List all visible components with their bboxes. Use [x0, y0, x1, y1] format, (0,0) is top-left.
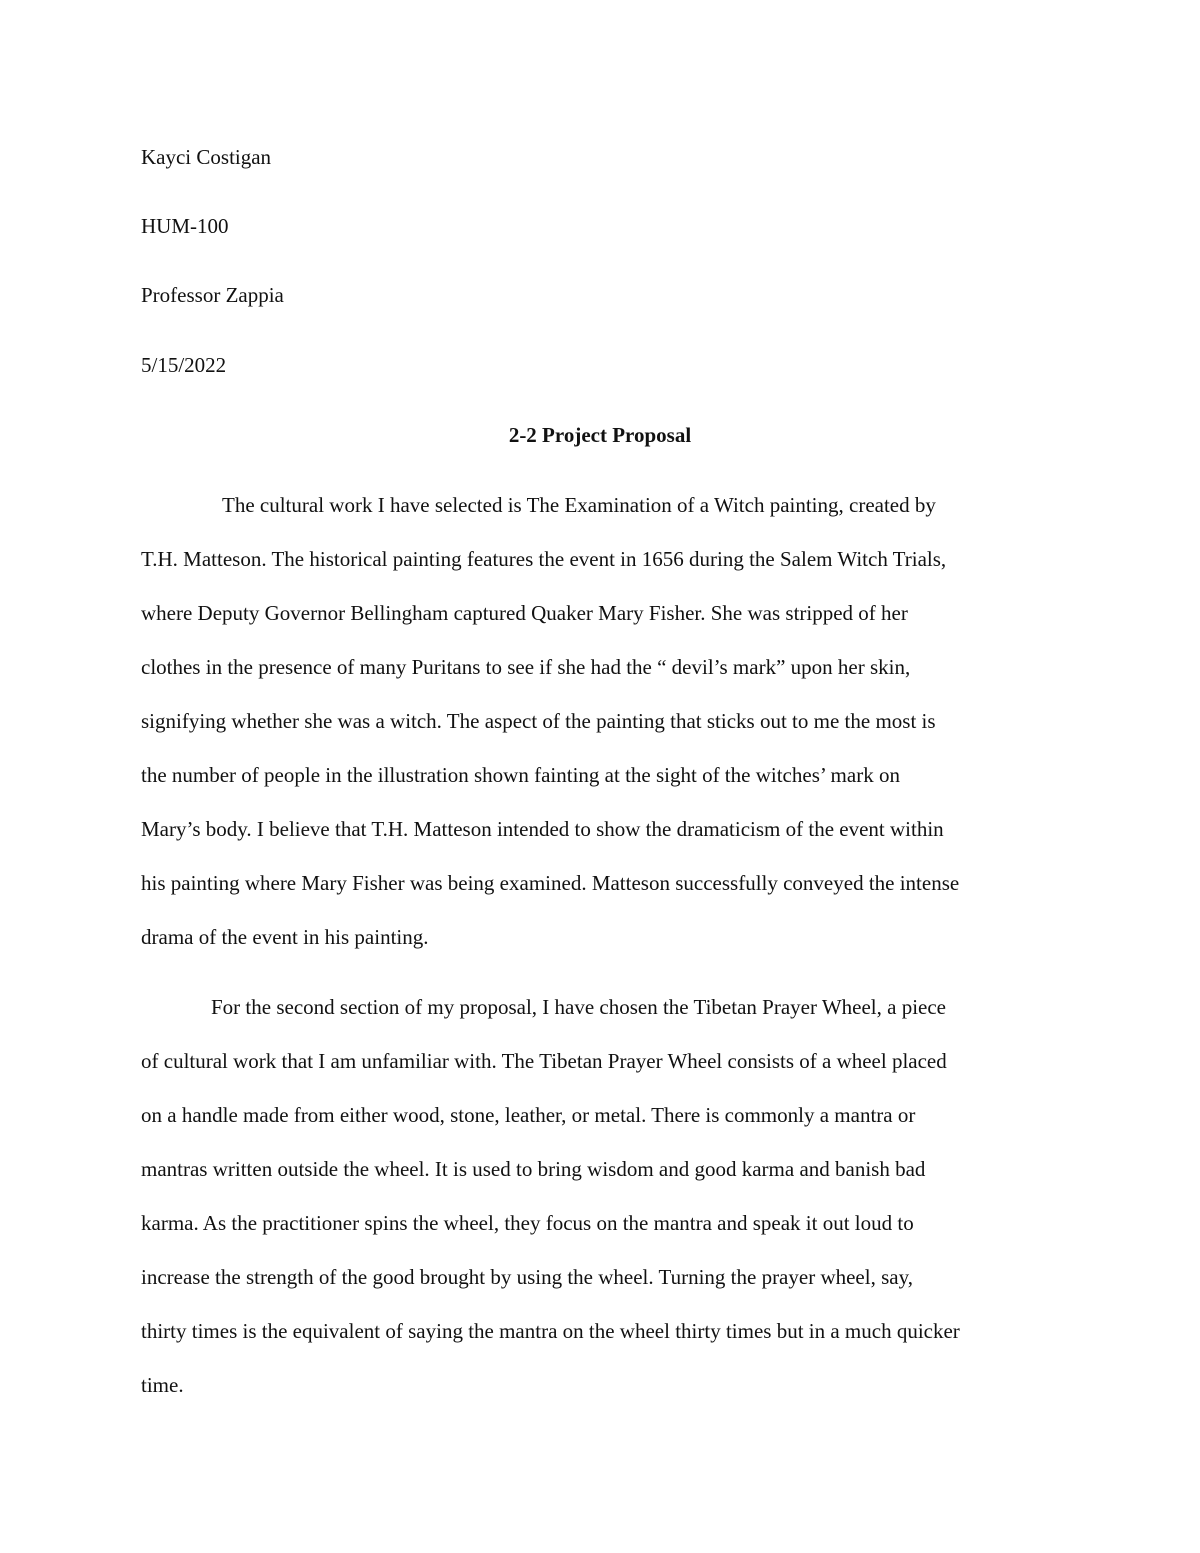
document-date: 5/15/2022	[141, 353, 227, 377]
author-name: Kayci Costigan	[141, 145, 272, 169]
paragraph-line: T.H. Matteson. The historical painting features the event in 1656 during the Salem Witch Trials,	[141, 547, 947, 571]
professor-name: Professor Zappia	[141, 283, 284, 307]
paragraph-line: on a handle made from either wood, stone, leather, or metal. There is commonly a mantra or	[141, 1103, 916, 1127]
paragraph-line: increase the strength of the good brought by using the wheel. Turning the prayer wheel, say,	[141, 1265, 913, 1289]
paragraph-line: signifying whether she was a witch. The aspect of the painting that sticks out to me the most is	[141, 709, 936, 733]
paragraph-line: karma. As the practitioner spins the wheel, they focus on the mantra and speak it out loud to	[141, 1211, 914, 1235]
paragraph-line: time.	[141, 1373, 184, 1397]
paragraph-line: the number of people in the illustration shown fainting at the sight of the witches’ mark on	[141, 763, 900, 787]
course-code: HUM-100	[141, 214, 229, 238]
paragraph-line: his painting where Mary Fisher was being examined. Matteson successfully conveyed the intense	[141, 871, 960, 895]
paragraph-line: For the second section of my proposal, I have chosen the Tibetan Prayer Wheel, a piece	[211, 995, 946, 1019]
document-title: 2-2 Project Proposal	[508, 423, 692, 447]
paragraph-line: where Deputy Governor Bellingham captured Quaker Mary Fisher. She was stripped of her	[141, 601, 908, 625]
paragraph-line: clothes in the presence of many Puritans to see if she had the “ devil’s mark” upon her skin,	[141, 655, 911, 679]
paragraph-line: The cultural work I have selected is The Examination of a Witch painting, created by	[222, 493, 936, 517]
paragraph-line: Mary’s body. I believe that T.H. Matteson intended to show the dramaticism of the event within	[141, 817, 944, 841]
paragraph-line: mantras written outside the wheel. It is used to bring wisdom and good karma and banish bad	[141, 1157, 926, 1181]
paragraph-line: of cultural work that I am unfamiliar with. The Tibetan Prayer Wheel consists of a wheel placed	[141, 1049, 947, 1073]
paragraph-line: drama of the event in his painting.	[141, 925, 429, 949]
paragraph-line: thirty times is the equivalent of saying the mantra on the wheel thirty times but in a much quicker	[141, 1319, 960, 1343]
